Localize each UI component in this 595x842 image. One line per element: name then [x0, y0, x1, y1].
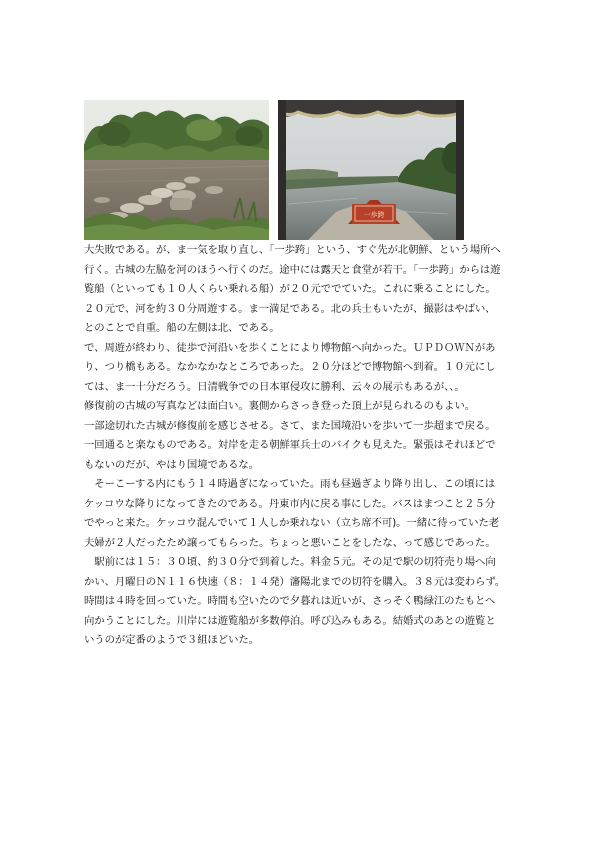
text-line: 覧船（といっても１０人くらい乗れる船）が２０元ででていた。これに乗ることにした。 — [84, 283, 496, 295]
text-line: かい、月曜日のＮ１１６快速（８：１４発）瀋陽北までの切符を購入。３８元は変わらず。 — [84, 575, 506, 588]
text-line: いうのが定番のようで３組ほどいた。 — [84, 634, 259, 646]
river-stepping-stones-photo — [84, 100, 269, 240]
travelogue-text — [84, 241, 516, 651]
text-line: 時間は４時を回っていた。時間も空いたので夕暮れは近いが、さっそく鴨緑江のたもとへ — [84, 595, 496, 607]
boat-sign-text: 一歩跨 — [363, 211, 385, 219]
text-line: ては、ま一十分だろう。日清戦争での日本軍侵攻に勝利、云々の展示もあるが、、。 — [84, 380, 465, 393]
text-line: ２０元で、河を約３０分周遊する。ま一満足である。北の兵士もいたが、撮影はやばい、 — [84, 302, 496, 315]
text-line: 夫婦が２人だったため譲ってもらった。ちょっと悪いことをしたな、って感じであった。 — [84, 536, 496, 549]
text-line: 修復前の古城の写真などは面白い。裏側からさっき登った頂上が見られるのもよい。 — [84, 400, 476, 412]
text-line: 大失敗である。が、ま一気を取り直し、「一歩跨」という、すぐ先が北朝鮮、という場所へ — [84, 244, 501, 256]
text-line: 一回通ると楽なものである。対岸を走る朝鮮軍兵士のバイクも見えた。緊張はそれほどで — [84, 439, 496, 451]
text-line: 行く。古城の左脇を河のほうへ行くのだ。途中には露天と食堂が若干。「一歩跨」からは遊 — [84, 263, 501, 276]
text-line: そーこーする内にもう１４時過ぎになっていた。雨も昼過ぎより降り出し、この頃には — [84, 478, 496, 490]
text-line: 駅前には１５：３０頃、約３０分で到着した。料金５元。その足で駅の切符売り場へ向 — [84, 556, 496, 568]
text-line: とのことで自重。船の左側は北、である。 — [84, 322, 280, 334]
text-line: で、周遊が終わり、徒歩で河沿いを歩くことにより博物館へ向かった。ＵＰＤＯＷＮがあ — [84, 341, 496, 354]
text-line: でやっと来た。ケッコウ混んでいて１人しか乗れない（立ち席不可)。一緒に待っていた老 — [84, 517, 500, 529]
tour-boat-river-photo — [278, 100, 464, 240]
text-line: 一部途切れた古城が修復前を感じさせる。さて、また国境沿いを歩いて一歩超まで戻る。 — [84, 419, 496, 432]
text-line: もないのだが、やはり国境であるな。 — [84, 458, 259, 471]
text-line: ケッコウな降りになってきたのである。丹東市内に戻る事にした。バスはまつこと２５分 — [84, 497, 496, 510]
text-line: 向かうことにした。川岸には遊覧船が多数停泊。呼び込みもある。結婚式のあとの遊覧と — [84, 614, 496, 627]
text-line: り、つり橋もある。なかなかなところであった。２０分ほどで博物館へ到着。１０元にし — [84, 361, 496, 373]
